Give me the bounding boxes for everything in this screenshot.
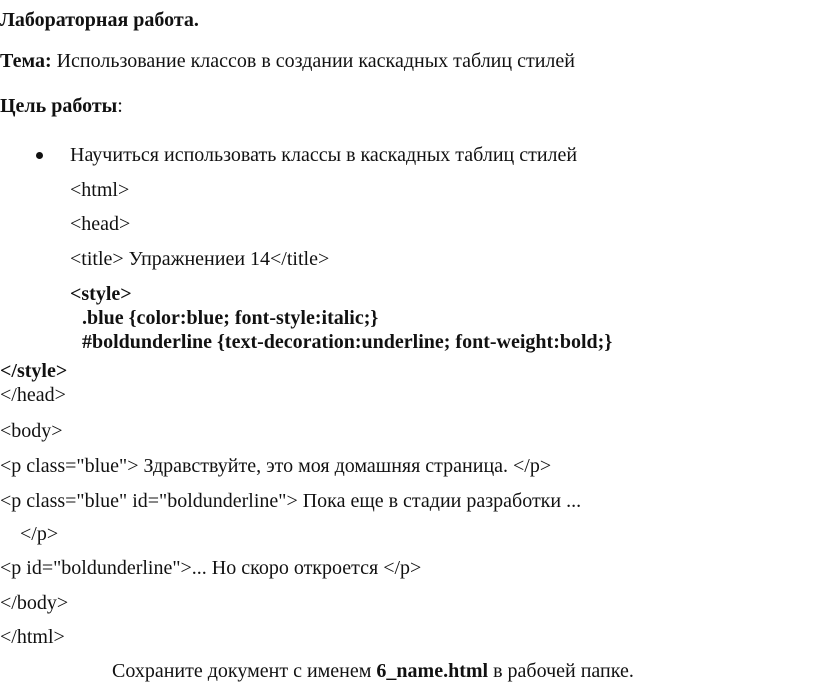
code-rule-blue: .blue {color:blue; font-style:italic;}	[82, 307, 379, 329]
goal-colon: :	[117, 95, 123, 117]
bullet-icon	[36, 152, 43, 159]
code-title-line: <title> Упражнениеи 14</title>	[70, 248, 330, 270]
code-html-close: </html>	[0, 626, 65, 648]
topic-line	[0, 49, 575, 73]
bullet-text: Научиться использовать классы в каскадных таблиц стилей	[70, 144, 578, 166]
save-filename: 6_name.html	[376, 660, 489, 682]
code-p1: <p class="blue"> Здравствуйте, это моя домашняя страница. </p>	[0, 455, 552, 477]
code-rule-boldunderline: #boldunderline {text-decoration:underline; font-weight:bold;}	[82, 331, 613, 353]
code-head-open: <head>	[70, 213, 131, 235]
code-style-open: <style>	[70, 283, 132, 305]
code-style-close: </style>	[0, 360, 68, 382]
save-suffix: в рабочей папке.	[488, 660, 634, 682]
goal-line	[0, 94, 123, 118]
save-prefix: Сохраните документ с именем	[112, 660, 377, 682]
code-head-close: </head>	[0, 384, 66, 406]
code-p2-close: </p>	[20, 523, 59, 545]
topic-text: Использование классов в создании каскадных таблиц стилей	[51, 50, 575, 72]
goal-label: Цель работы	[0, 95, 118, 117]
code-p3: <p id="boldunderline">... Но скоро откроется </p>	[0, 557, 422, 579]
code-body-open: <body>	[0, 420, 63, 442]
code-p2: <p class="blue" id="boldunderline"> Пока еще в стадии разработки ...	[0, 490, 582, 512]
doc-title: Лабораторная работа.	[0, 9, 199, 31]
topic-label: Тема:	[0, 50, 52, 72]
code-body-close: </body>	[0, 592, 69, 614]
save-instruction	[112, 659, 634, 683]
code-html-open: <html>	[70, 179, 130, 201]
